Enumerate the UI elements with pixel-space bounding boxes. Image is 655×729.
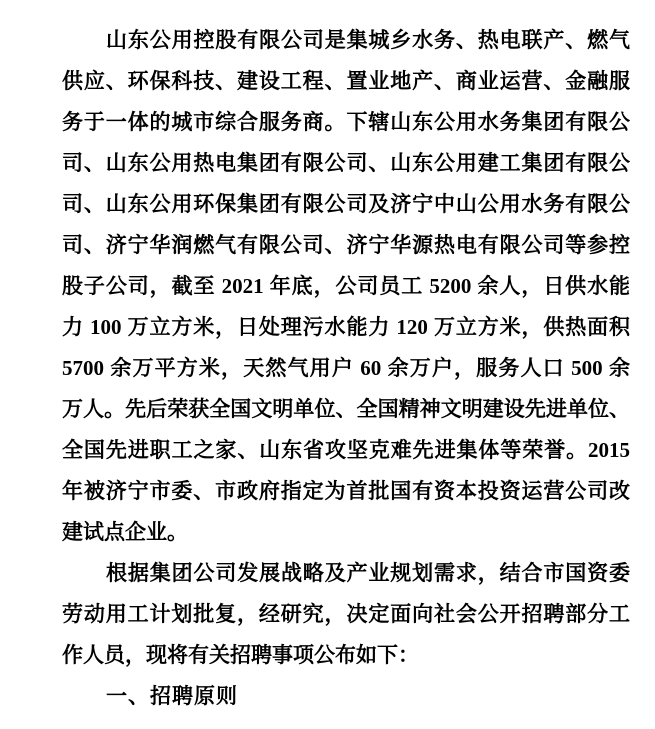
- text-line: 劳动用工计划批复，经研究，决定面向社会公开招聘部分工: [62, 602, 630, 626]
- text-line: 司、山东公用热电集团有限公司、山东公用建工集团有限公: [62, 151, 630, 175]
- document-body: [62, 20, 630, 717]
- text-line: 年被济宁市委、市政府指定为首批国有资本投资运营公司改: [62, 479, 630, 503]
- text-line: 万人。先后荣获全国文明单位、全国精神文明建设先进单位、: [62, 397, 630, 421]
- text-line: 力 100 万立方米，日处理污水能力 120 万立方米，供热面积: [62, 315, 630, 339]
- text-line: 全国先进职工之家、山东省攻坚克难先进集体等荣誉。2015: [62, 438, 630, 462]
- text-line: 5700 余万平方米，天然气用户 60 余万户，服务人口 500 余: [62, 356, 630, 380]
- text-line: 供应、环保科技、建设工程、置业地产、商业运营、金融服: [62, 69, 630, 93]
- text-line: 山东公用控股有限公司是集城乡水务、热电联产、燃气: [106, 28, 630, 52]
- section-heading: 一、招聘原则: [106, 685, 238, 708]
- text-line: 股子公司，截至 2021 年底，公司员工 5200 余人，日供水能: [62, 274, 630, 298]
- text-line: 司、山东公用环保集团有限公司及济宁中山公用水务有限公: [62, 192, 630, 216]
- text-line: 作人员，现将有关招聘事项公布如下：: [62, 643, 419, 667]
- text-line: 建试点企业。: [62, 520, 188, 544]
- text-line: 务于一体的城市综合服务商。下辖山东公用水务集团有限公: [62, 110, 630, 134]
- text-line: 司、济宁华润燃气有限公司、济宁华源热电有限公司等参控: [62, 233, 630, 257]
- text-line: 根据集团公司发展战略及产业规划需求，结合市国资委: [106, 561, 630, 585]
